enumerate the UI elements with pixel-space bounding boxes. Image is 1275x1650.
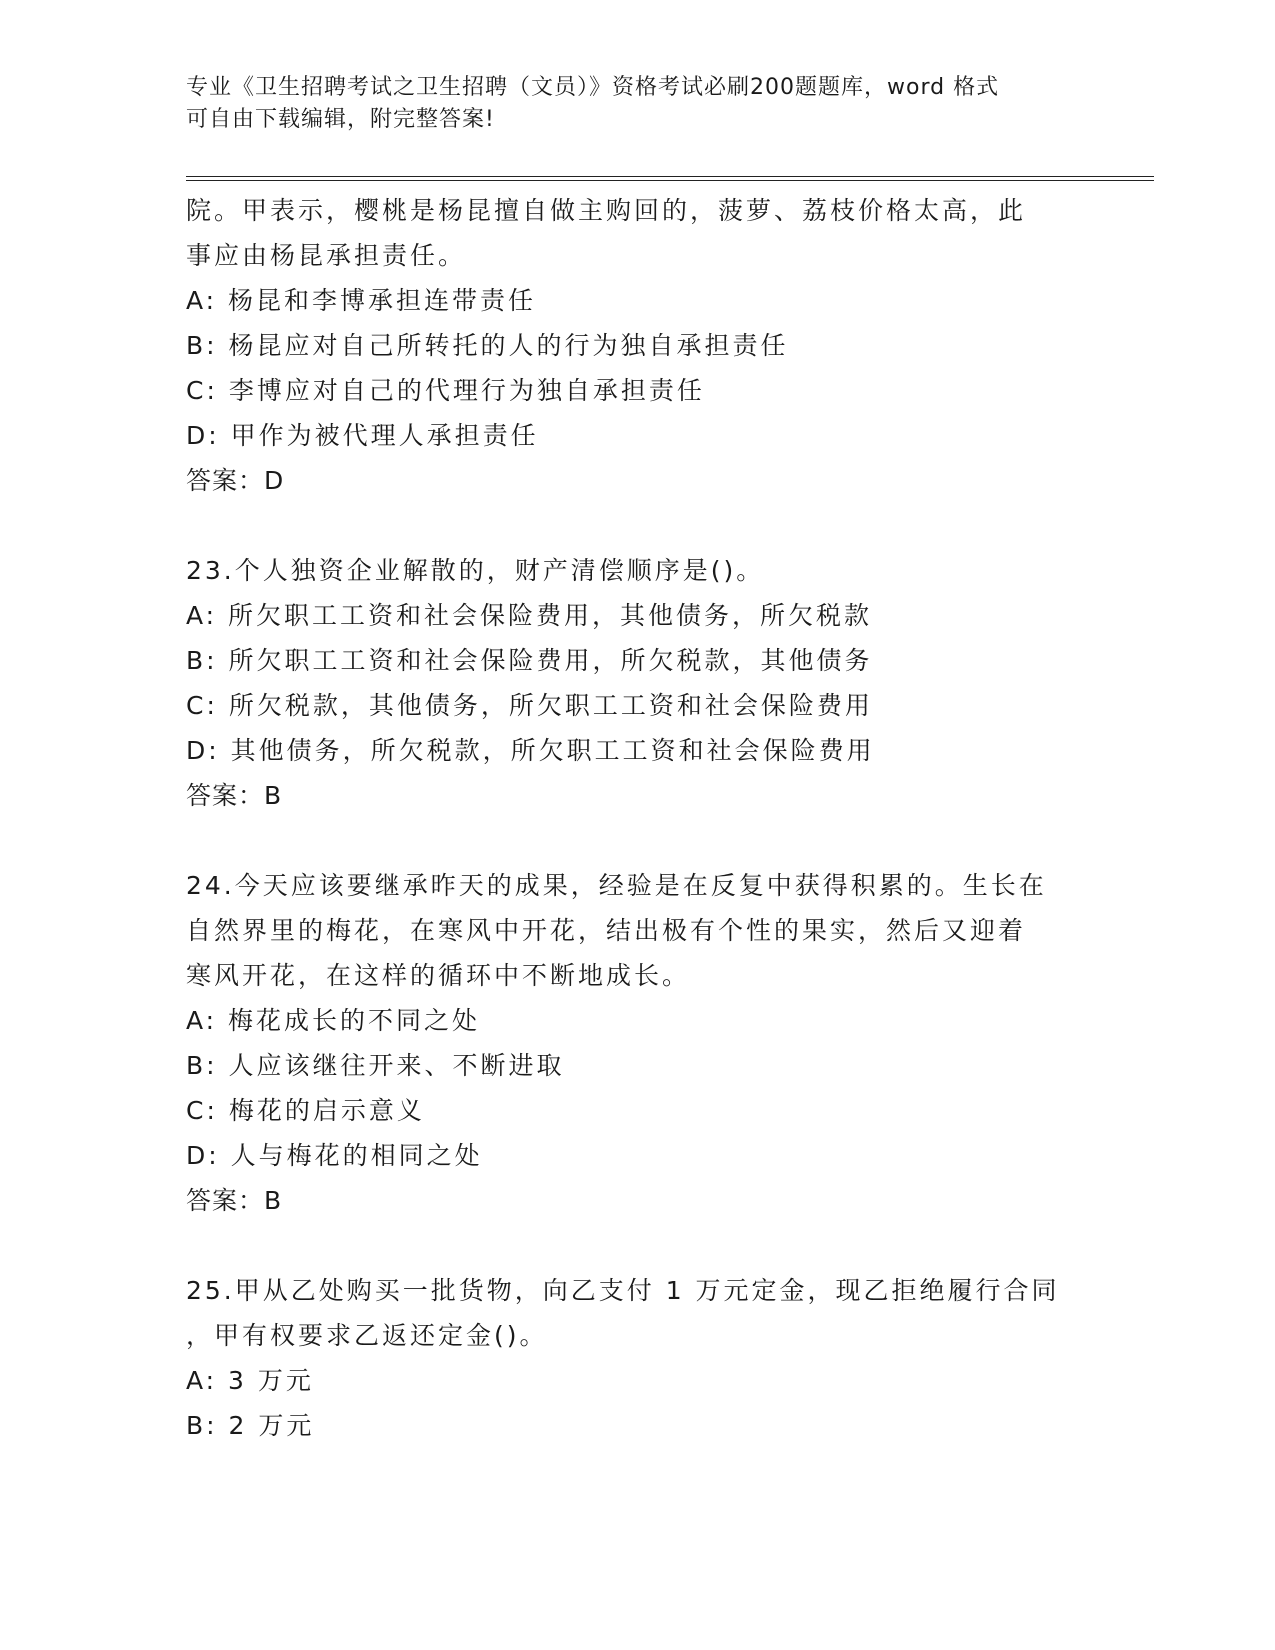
- answer-line: 答案：B: [186, 781, 283, 810]
- option-a: A: 梅花成长的不同之处: [186, 1006, 481, 1035]
- question-23: [186, 548, 1066, 818]
- question-text-line: 寒风开花，在这样的循环中不断地成长。: [186, 961, 691, 990]
- option-d: D: 其他债务，所欠税款，所欠职工工资和社会保险费用: [186, 736, 875, 765]
- option-a: A: 杨昆和李博承担连带责任: [186, 286, 537, 315]
- spacer: [186, 818, 1066, 863]
- option-a: A: 所欠职工工资和社会保险费用，其他债务，所欠税款: [186, 601, 873, 630]
- question-25: [186, 1268, 1066, 1448]
- question-content: [186, 188, 1066, 1448]
- header-title-line-1: 专业《卫生招聘考试之卫生招聘（文员）》资格考试必刷200题题库，word 格式: [186, 75, 1000, 100]
- header-divider: [186, 176, 1154, 181]
- answer-line: 答案：D: [186, 466, 285, 495]
- option-a: A: 3 万元: [186, 1366, 314, 1395]
- option-c: C: 所欠税款，其他债务，所欠职工工资和社会保险费用: [186, 691, 873, 720]
- document-header: [186, 72, 1066, 136]
- option-b: B: 2 万元: [186, 1411, 315, 1440]
- question-text-line: ，甲有权要求乙返还定金()。: [186, 1321, 548, 1350]
- option-b: B: 杨昆应对自己所转托的人的行为独自承担责任: [186, 331, 789, 360]
- answer-line: 答案：B: [186, 1186, 283, 1215]
- question-text-line: 23.个人独资企业解散的，财产清偿顺序是()。: [186, 556, 765, 585]
- header-title-line-2: 可自由下载编辑，附完整答案!: [186, 107, 495, 132]
- option-d: D: 人与梅花的相同之处: [186, 1141, 483, 1170]
- spacer: [186, 503, 1066, 548]
- option-d: D: 甲作为被代理人承担责任: [186, 421, 539, 450]
- question-text-line: 院。甲表示，樱桃是杨昆擅自做主购回的，菠萝、荔枝价格太高，此: [186, 196, 1027, 225]
- question-text-line: 24.今天应该要继承昨天的成果，经验是在反复中获得积累的。生长在: [186, 871, 1047, 900]
- question-text-line: 25.甲从乙处购买一批货物，向乙支付 1 万元定金，现乙拒绝履行合同: [186, 1276, 1060, 1305]
- option-b: B: 所欠职工工资和社会保险费用，所欠税款，其他债务: [186, 646, 873, 675]
- spacer: [186, 1223, 1066, 1268]
- option-c: C: 李博应对自己的代理行为独自承担责任: [186, 376, 705, 405]
- option-c: C: 梅花的启示意义: [186, 1096, 425, 1125]
- option-b: B: 人应该继往开来、不断进取: [186, 1051, 565, 1080]
- question-text-line: 事应由杨昆承担责任。: [186, 241, 467, 270]
- question-text-line: 自然界里的梅花，在寒风中开花，结出极有个性的果实，然后又迎着: [186, 916, 1027, 945]
- question-continuation: [186, 188, 1066, 503]
- question-24: [186, 863, 1066, 1223]
